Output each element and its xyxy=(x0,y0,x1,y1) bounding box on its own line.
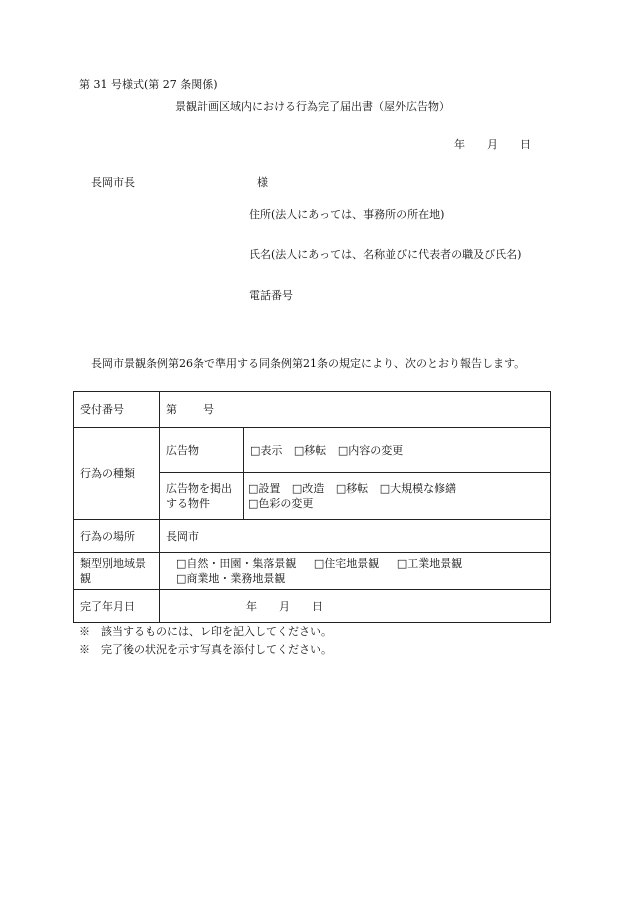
date-line xyxy=(454,138,531,152)
completion-value[interactable] xyxy=(160,590,551,623)
completion-label: 完了年月日 xyxy=(74,590,160,623)
completion-row xyxy=(74,590,551,623)
receipt-label: 受付番号 xyxy=(74,392,160,428)
completion-day: 日 xyxy=(312,599,323,613)
report-table xyxy=(73,391,551,623)
structure-option-install[interactable]: □設置 xyxy=(248,482,281,495)
ad-options xyxy=(244,428,551,473)
addressee-name: 長岡市長 xyxy=(91,176,135,189)
form-number: 第 31 号様式(第 27 条関係) xyxy=(79,78,218,91)
receipt-suffix: 号 xyxy=(203,403,214,416)
zone-option-residential[interactable]: □住宅地景観 xyxy=(313,557,380,570)
note-checkmark: ※ 該当するものには、レ印を記入してください。 xyxy=(79,625,332,638)
ad-option-display[interactable]: □表示 xyxy=(250,443,283,457)
date-month: 月 xyxy=(487,138,498,151)
addressee-honorific: 様 xyxy=(257,176,268,189)
zone-option-nature[interactable]: □自然・田園・集落景観 xyxy=(176,557,297,570)
document-title: 景観計画区域内における行為完了届出書（屋外広告物） xyxy=(175,100,450,113)
ad-row xyxy=(74,428,551,473)
structure-option-relocate[interactable]: □移転 xyxy=(335,482,369,495)
statement: 長岡市景観条例第26条で準用する同条例第21条の規定により、次のとおり報告します。 xyxy=(91,357,526,370)
zone-options xyxy=(160,553,551,590)
zone-option-industrial[interactable]: □工業地景観 xyxy=(396,557,463,570)
location-row xyxy=(74,520,551,553)
zone-row xyxy=(74,553,551,590)
location-label: 行為の場所 xyxy=(74,520,160,553)
receipt-value[interactable] xyxy=(160,392,551,428)
name-label: 氏名(法人にあっては、名称並びに代表者の職及び氏名) xyxy=(249,248,522,261)
structure-label xyxy=(160,473,244,520)
date-day: 日 xyxy=(520,138,531,151)
completion-year: 年 xyxy=(246,599,257,613)
structure-label-line2: する物件 xyxy=(166,497,210,510)
note-photo: ※ 完了後の状況を示す写真を添付してください。 xyxy=(79,643,332,656)
zone-option-commercial[interactable]: □商業地・業務地景観 xyxy=(176,572,286,585)
date-year: 年 xyxy=(454,138,465,151)
ad-option-relocate[interactable]: □移転 xyxy=(293,443,327,457)
structure-options xyxy=(244,473,551,520)
structure-option-color-change[interactable]: □色彩の変更 xyxy=(248,497,314,510)
address-label: 住所(法人にあっては、事務所の所在地) xyxy=(249,208,445,221)
ad-option-change[interactable]: □内容の変更 xyxy=(337,443,404,457)
receipt-row xyxy=(74,392,551,428)
completion-month: 月 xyxy=(279,599,290,613)
receipt-prefix: 第 xyxy=(166,403,177,416)
phone-label: 電話番号 xyxy=(249,289,293,302)
zone-label: 類型別地域景観 xyxy=(74,553,160,590)
structure-option-major-repair[interactable]: □大規模な修繕 xyxy=(379,482,457,495)
location-value[interactable]: 長岡市 xyxy=(160,520,551,553)
ad-label: 広告物 xyxy=(160,428,244,473)
structure-option-modify[interactable]: □改造 xyxy=(291,482,325,495)
structure-label-line1: 広告物を掲出 xyxy=(166,482,232,495)
action-type-label: 行為の種類 xyxy=(74,428,160,520)
